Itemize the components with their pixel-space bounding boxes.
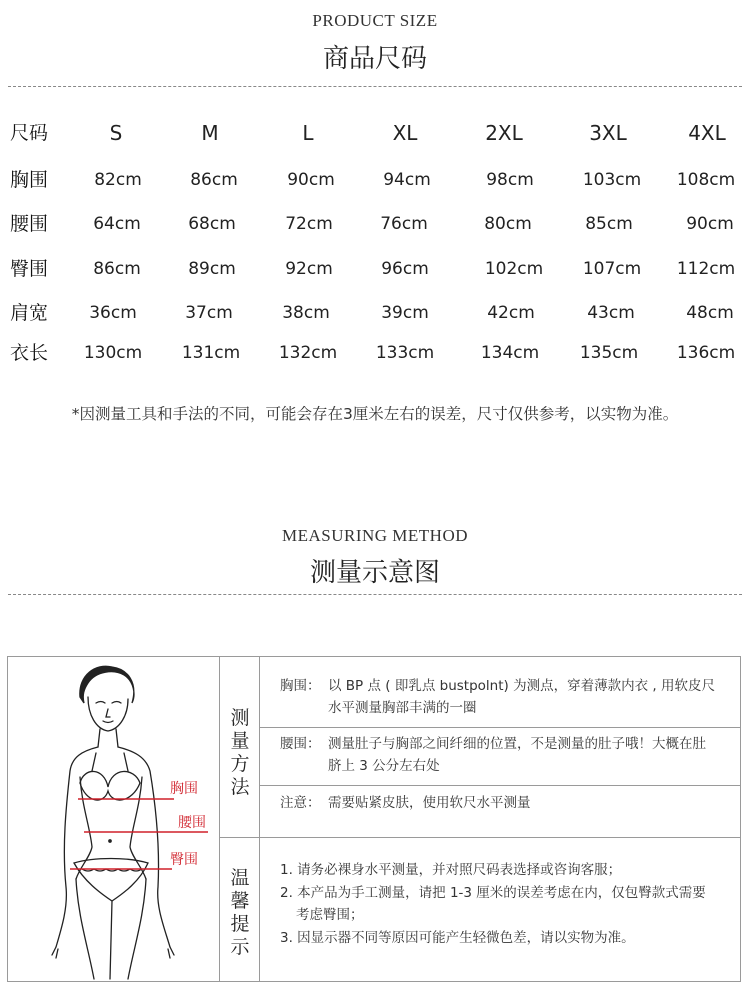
size-header-cell: 2XL (485, 121, 523, 145)
size-header-cell: M (201, 121, 219, 145)
size-section-title-cn: 商品尺码 (322, 44, 427, 74)
size-header-cell: S (109, 121, 123, 145)
side-label-char: 方 (230, 753, 250, 775)
table-cell: 107cm (582, 259, 642, 279)
size-section-divider (8, 86, 742, 87)
table-cell: 68cm (188, 214, 236, 234)
side-label-char: 提 (230, 913, 250, 935)
tip-text: 3. 因显示器不同等原因可能产生轻微色差，请以实物为准。 (280, 930, 635, 946)
table-cell: 86cm (190, 170, 238, 190)
tip-item (280, 882, 730, 926)
table-cell: 98cm (486, 170, 534, 190)
tip-item (280, 859, 730, 881)
table-cell: 82cm (94, 170, 142, 190)
table-cell: 92cm (285, 259, 333, 279)
content-divider (260, 785, 740, 786)
measurement-item (280, 675, 730, 719)
table-cell: 85cm (585, 214, 633, 234)
table-row (0, 165, 750, 195)
table-cell: 86cm (93, 259, 141, 279)
side-label-column (220, 657, 260, 981)
size-note: *因测量工具和手法的不同，可能会存在3厘米左右的误差，尺寸仅供参考，以实物为准。 (71, 405, 679, 423)
body-figure (8, 657, 220, 981)
table-cell: 48cm (686, 303, 734, 323)
method-section-title-en: MEASURING METHOD (281, 526, 469, 545)
table-cell: 76cm (380, 214, 428, 234)
measurement-label: 腰围： (280, 736, 321, 752)
measurement-text: 测量肚子与胸部之间纤细的位置，不是测量的肚子哦！大概在肚脐上 3 公分左右处 (328, 736, 706, 774)
table-cell: 134cm (480, 343, 540, 363)
tip-item (280, 927, 730, 949)
side-label-tips (220, 867, 260, 959)
table-cell: 133cm (375, 343, 435, 363)
side-divider (220, 837, 260, 838)
table-cell: 38cm (282, 303, 330, 323)
table-cell: 108cm (676, 170, 736, 190)
table-cell: 39cm (381, 303, 429, 323)
table-cell: 90cm (686, 214, 734, 234)
table-row (0, 209, 750, 239)
method-content-column (260, 657, 740, 981)
row-label: 臀围 (10, 258, 49, 280)
measurement-item (280, 733, 730, 777)
size-header-cell: XL (392, 121, 418, 145)
measurement-text: 以 BP 点 ( 即乳点 bustpolnt) 为测点，穿着薄款内衣 , 用软皮尺水平测量胸部丰满的一圈 (328, 678, 715, 716)
table-cell: 102cm (484, 259, 544, 279)
size-section-title-en: PRODUCT SIZE (312, 11, 438, 30)
measurement-item (280, 792, 730, 814)
side-label-char: 测 (230, 707, 250, 729)
waist-label: 腰围 (178, 815, 206, 831)
table-cell: 96cm (381, 259, 429, 279)
table-cell: 130cm (83, 343, 143, 363)
content-divider (260, 837, 740, 838)
table-cell: 80cm (484, 214, 532, 234)
table-cell: 131cm (181, 343, 241, 363)
side-label-char: 温 (230, 867, 250, 889)
table-row (0, 298, 750, 328)
row-label: 衣长 (10, 342, 49, 364)
row-label: 胸围 (10, 169, 49, 191)
table-cell: 37cm (185, 303, 233, 323)
table-cell: 132cm (278, 343, 338, 363)
side-label-char: 法 (230, 776, 250, 798)
row-label: 肩宽 (10, 302, 49, 324)
table-row (0, 254, 750, 284)
tip-text: 1. 请务必裸身水平测量，并对照尺码表选择或咨询客服； (280, 862, 622, 878)
table-cell: 64cm (93, 214, 141, 234)
size-header-cell: L (302, 121, 314, 145)
table-cell: 89cm (188, 259, 236, 279)
table-cell: 72cm (285, 214, 333, 234)
side-label-char: 量 (230, 730, 250, 752)
method-section-divider (8, 594, 742, 595)
side-label-char: 馨 (230, 890, 250, 912)
measurement-text: 需要贴紧皮肤，使用软尺水平测量 (328, 795, 531, 811)
content-divider (260, 727, 740, 728)
table-cell: 43cm (587, 303, 635, 323)
side-label-method (220, 707, 260, 799)
table-cell: 36cm (89, 303, 137, 323)
method-section-title-cn: 测量示意图 (309, 558, 440, 588)
table-cell: 90cm (287, 170, 335, 190)
size-table (0, 112, 750, 372)
table-cell: 136cm (676, 343, 736, 363)
table-cell: 42cm (487, 303, 535, 323)
size-header-cell: 4XL (688, 121, 726, 145)
table-cell: 94cm (383, 170, 431, 190)
table-cell: 112cm (676, 259, 736, 279)
table-row (0, 338, 750, 368)
side-label-char: 示 (230, 936, 250, 958)
table-cell: 103cm (582, 170, 642, 190)
hip-label: 臀围 (170, 852, 198, 868)
size-header-cell: 3XL (589, 121, 627, 145)
row-label: 腰围 (10, 213, 49, 235)
method-box (7, 656, 741, 982)
tip-text: 2. 本产品为手工测量，请把 1-3 厘米的误差考虑在内，仅包臀款式需要考虑臀围； (280, 885, 706, 923)
size-header-label: 尺码 (10, 122, 49, 144)
size-header-row (0, 118, 750, 148)
measurement-label: 胸围： (280, 678, 321, 694)
bust-label: 胸围 (170, 781, 198, 797)
table-cell: 135cm (579, 343, 639, 363)
measurement-label: 注意： (280, 795, 321, 811)
